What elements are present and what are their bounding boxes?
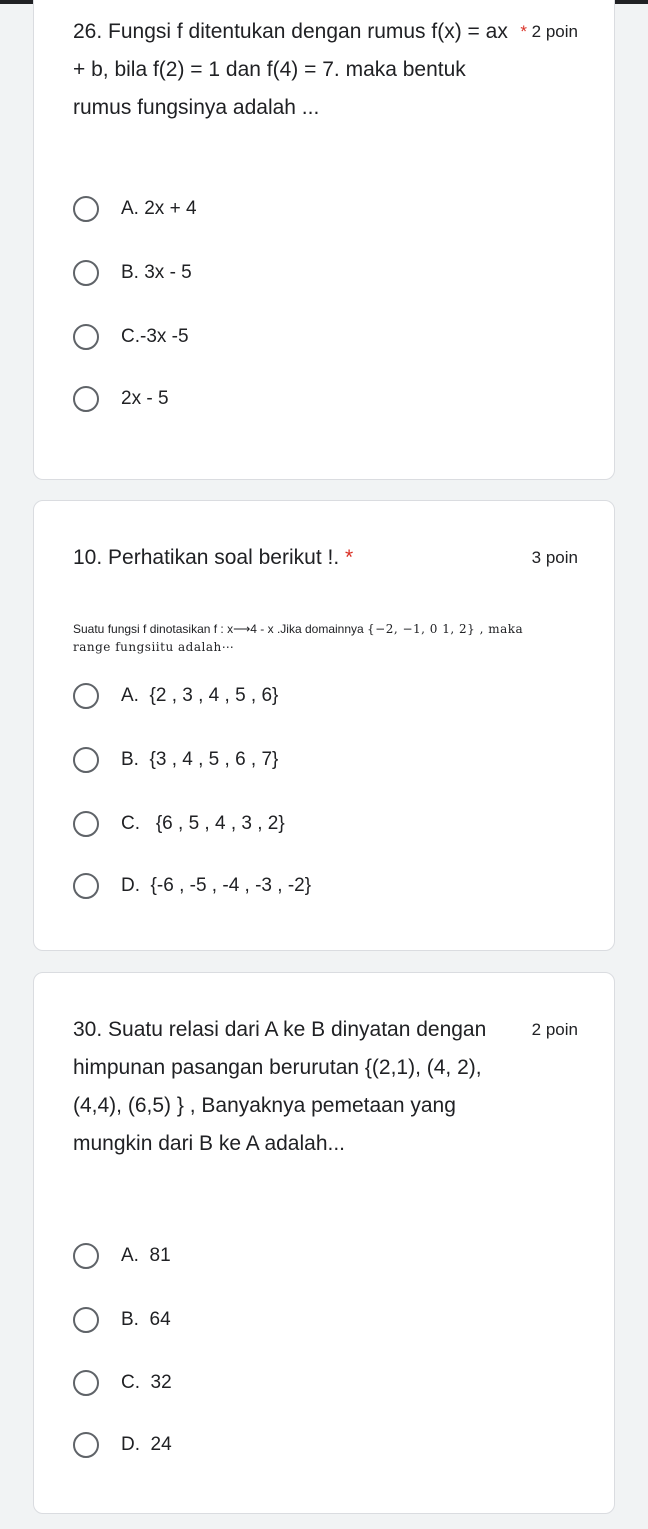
- question-title: 26. Fungsi f ditentukan dengan rumus f(x) = ax + b, bila f(2) = 1 dan f(4) = 7. maka bentuk rumus fungsinya adalah ...: [73, 20, 508, 119]
- required-asterisk: *: [520, 22, 527, 41]
- option-label: C. {6 , 5 , 4 , 3 , 2}: [121, 813, 285, 834]
- option-a[interactable]: [73, 194, 197, 224]
- radio-button-icon[interactable]: [73, 1307, 99, 1333]
- radio-button-icon[interactable]: [73, 260, 99, 286]
- description-set: {−2, −1, 0 1, 2} , maka: [367, 622, 524, 636]
- points-label: 3 poin: [531, 548, 578, 567]
- option-c[interactable]: [73, 1368, 172, 1398]
- option-a[interactable]: [73, 681, 278, 711]
- radio-button-icon[interactable]: [73, 1243, 99, 1269]
- question-header: [73, 13, 578, 127]
- option-label: 2x - 5: [121, 388, 169, 409]
- question-title: 30. Suatu relasi dari A ke B dinyatan dengan himpunan pasangan berurutan {(2,1), (4, 2),(4,4), (6,5) } , Banyaknya pemetaan yang mungkin dari B ke A adalah...: [73, 1018, 487, 1155]
- radio-button-icon[interactable]: [73, 811, 99, 837]
- option-label: C. 32: [121, 1372, 172, 1393]
- points-label: 2 poin: [531, 22, 578, 41]
- option-c[interactable]: [73, 809, 285, 839]
- option-label: A. {2 , 3 , 4 , 5 , 6}: [121, 685, 279, 706]
- option-b[interactable]: [73, 745, 278, 775]
- radio-button-icon[interactable]: [73, 1432, 99, 1458]
- question-description: [73, 620, 578, 656]
- option-label: D. {-6 , -5 , -4 , -3 , -2}: [121, 875, 312, 896]
- radio-button-icon[interactable]: [73, 747, 99, 773]
- radio-button-icon[interactable]: [73, 196, 99, 222]
- option-label: C.-3x -5: [121, 326, 189, 347]
- question-card-30: [33, 972, 615, 1514]
- question-header: [73, 539, 578, 577]
- option-label: B. 3x - 5: [121, 262, 192, 283]
- radio-button-icon[interactable]: [73, 324, 99, 350]
- option-label: D. 24: [121, 1434, 172, 1455]
- option-a[interactable]: [73, 1241, 171, 1271]
- radio-button-icon[interactable]: [73, 1370, 99, 1396]
- option-label: A. 81: [121, 1245, 171, 1266]
- option-d[interactable]: [73, 871, 311, 901]
- points-label: 2 poin: [531, 1020, 578, 1039]
- radio-button-icon[interactable]: [73, 683, 99, 709]
- description-range: range fungsiitu adalah⋯: [73, 640, 235, 654]
- option-c[interactable]: [73, 322, 189, 352]
- question-header: [73, 1011, 578, 1163]
- option-label: B. 64: [121, 1309, 171, 1330]
- required-asterisk: *: [345, 546, 354, 569]
- radio-button-icon[interactable]: [73, 386, 99, 412]
- description-text: Suatu fungsi f dinotasikan f : x⟶4 - x .Jika domainnya: [73, 622, 364, 636]
- question-card-26: [33, 0, 615, 480]
- radio-button-icon[interactable]: [73, 873, 99, 899]
- question-points: [520, 13, 578, 51]
- option-label: A. 2x + 4: [121, 198, 197, 219]
- question-title-text: 10. Perhatikan soal berikut !.: [73, 546, 340, 569]
- question-title: [73, 539, 513, 577]
- option-d[interactable]: [73, 1430, 172, 1460]
- option-b[interactable]: [73, 1305, 171, 1335]
- option-d[interactable]: [73, 384, 169, 414]
- option-b[interactable]: [73, 258, 192, 288]
- option-label: B. {3 , 4 , 5 , 6 , 7}: [121, 749, 279, 770]
- question-card-10: [33, 500, 615, 951]
